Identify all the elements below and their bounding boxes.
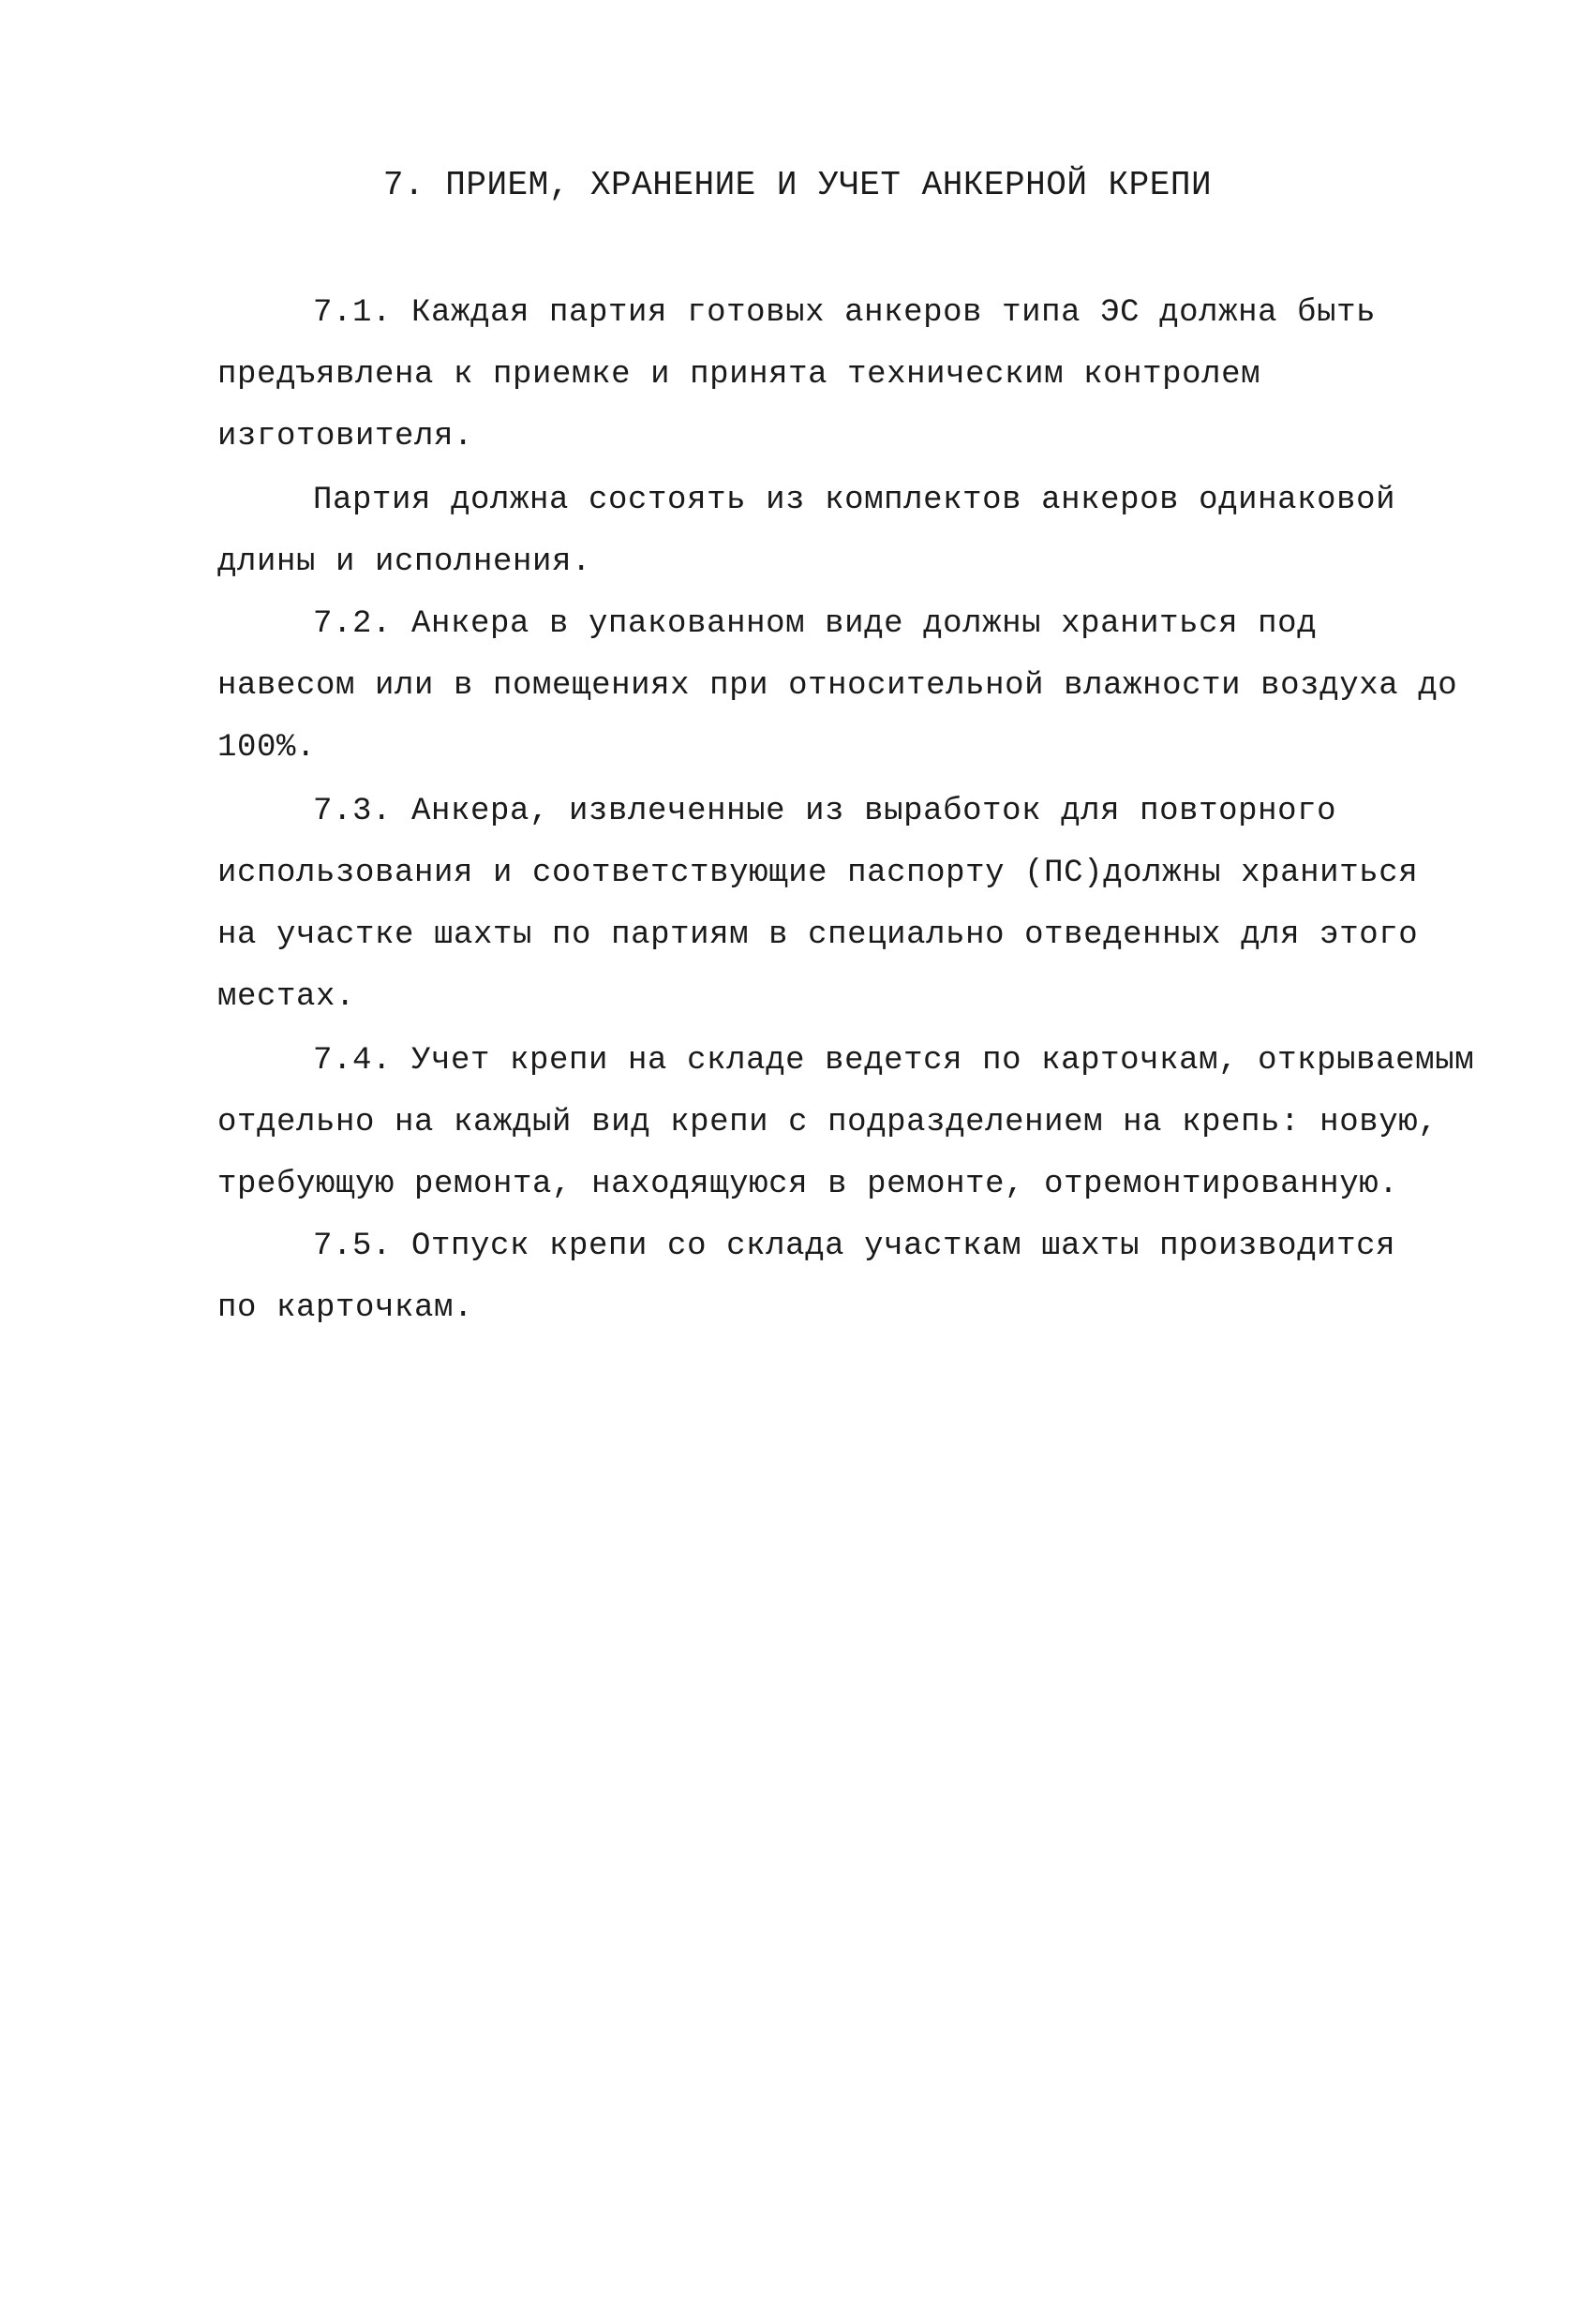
- paragraph-batch-line-2: длины и исполнения.: [217, 544, 592, 580]
- paragraph-7-3-line-3: на участке шахты по партиям в специально отведенных для этого: [217, 917, 1419, 953]
- paragraph-7-4-line-3: требующую ремонта, находящуюся в ремонте, отремонтированную.: [217, 1167, 1399, 1202]
- section-title: 7. ПРИЕМ, ХРАНЕНИЕ И УЧЕТ АНКЕРНОЙ КРЕПИ: [382, 166, 1213, 204]
- paragraph-7-1-line-1: 7.1. Каждая партия готовых анкеров типа ЭС должна быть: [313, 295, 1377, 331]
- paragraph-7-2-line-2: навесом или в помещениях при относительной влажности воздуха до: [217, 668, 1458, 704]
- paragraph-7-3-line-2: использования и соответствующие паспорту (ПС)должны храниться: [217, 856, 1419, 891]
- paragraph-7-5-line-2: по карточкам.: [217, 1290, 474, 1326]
- paragraph-batch-line-1: Партия должна состоять из комплектов анкеров одинаковой: [313, 483, 1396, 518]
- paragraph-7-3-line-4: местах.: [217, 979, 356, 1015]
- paragraph-7-4-line-1: 7.4. Учет крепи на складе ведется по карточкам, открываемым: [313, 1043, 1475, 1079]
- paragraph-7-5-line-1: 7.5. Отпуск крепи со склада участкам шахты производится: [313, 1229, 1396, 1264]
- paragraph-7-2-line-3: 100%.: [217, 730, 317, 766]
- paragraph-7-2-line-1: 7.2. Анкера в упакованном виде должны храниться под: [313, 606, 1318, 642]
- paragraph-7-3-line-1: 7.3. Анкера, извлеченные из выработок для повторного: [313, 794, 1337, 829]
- paragraph-7-4-line-2: отдельно на каждый вид крепи с подразделением на крепь: новую,: [217, 1105, 1438, 1140]
- paragraph-7-1-line-2: предъявлена к приемке и принята техническим контролем: [217, 357, 1261, 393]
- paragraph-7-1-line-3: изготовителя.: [217, 419, 474, 454]
